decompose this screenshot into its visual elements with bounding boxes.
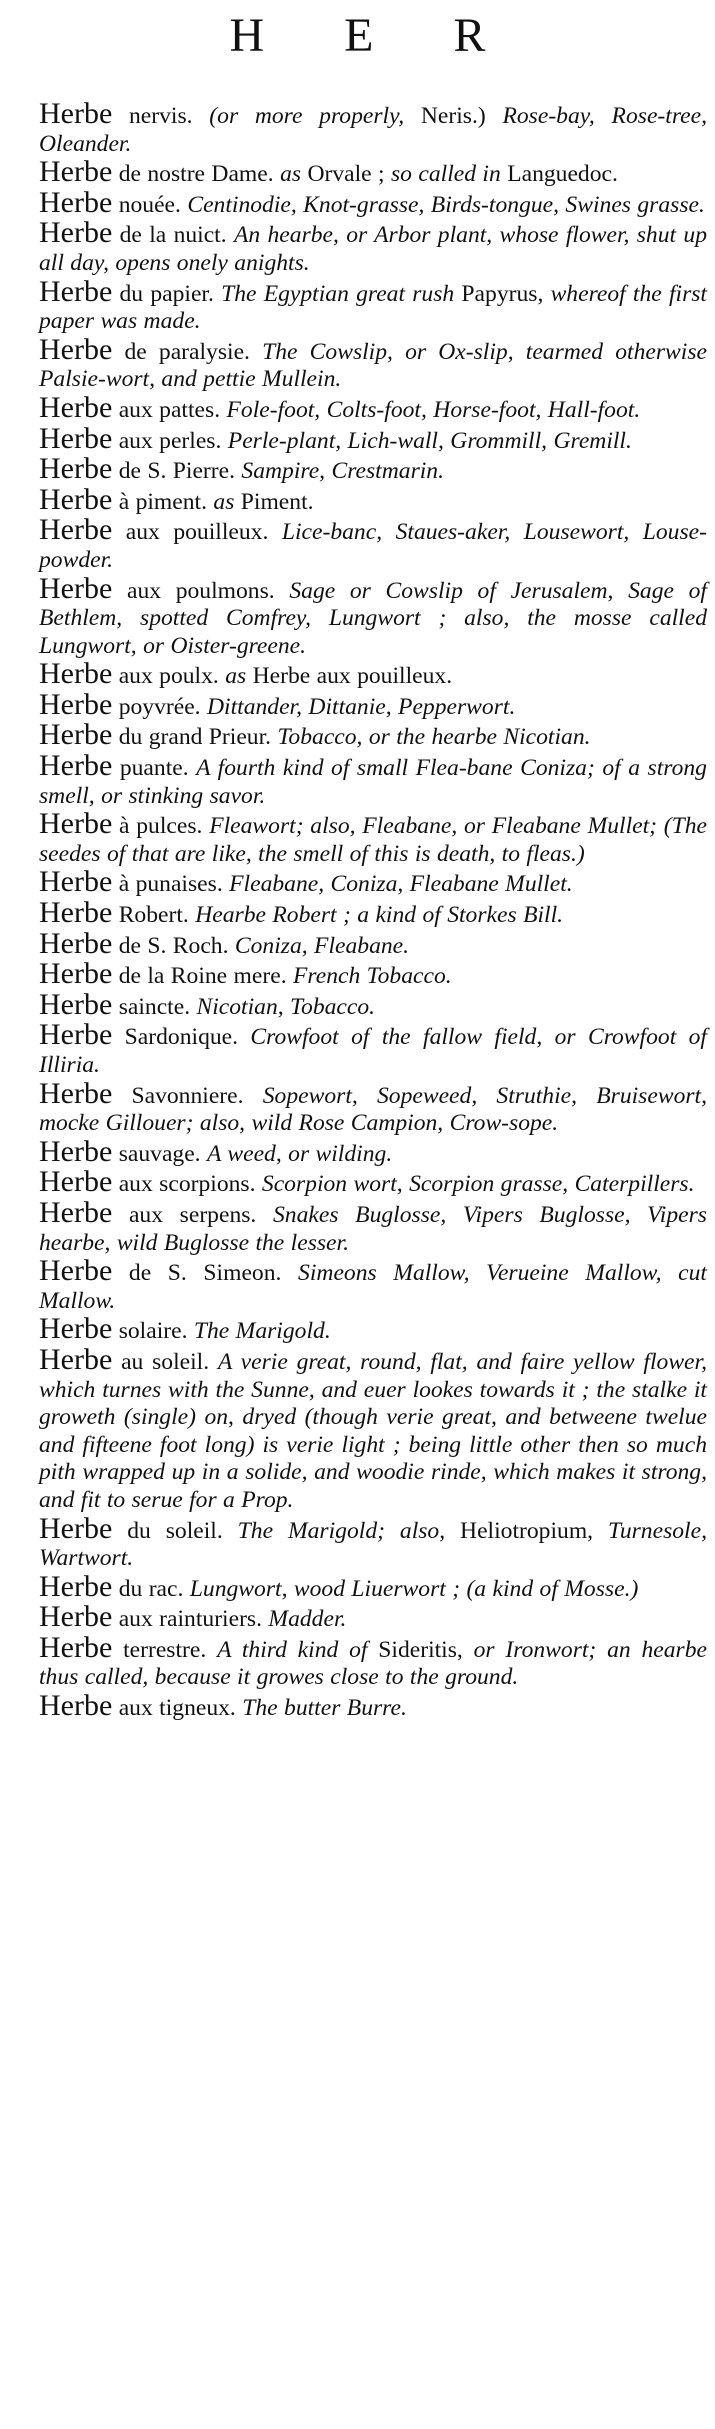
dictionary-entry: [39, 1689, 707, 1723]
entry-headword: Herbe: [39, 482, 113, 516]
dictionary-entry: [39, 274, 707, 336]
entry-headword: Herbe: [39, 1018, 113, 1052]
dictionary-entry: [39, 332, 707, 394]
dictionary-entry: [39, 987, 707, 1022]
dictionary-entry: [39, 1195, 707, 1257]
entry-headword: Herbe: [39, 1630, 113, 1664]
entry-term: de nostre Dame.: [112, 161, 281, 188]
dictionary-entry: [39, 1630, 708, 1692]
dictionary-entry: [39, 957, 707, 991]
dictionary-entry: [39, 1076, 708, 1138]
entry-headword: Herbe: [39, 1569, 113, 1603]
dictionary-entry: [39, 513, 707, 574]
entry-term: de la nuict.: [112, 222, 234, 249]
entry-term: à piment.: [112, 488, 214, 515]
dictionary-entry: [39, 1569, 707, 1604]
dictionary-entry: [39, 1018, 707, 1079]
entry-headword: Herbe: [39, 657, 113, 691]
dictionary-entry: [39, 1165, 707, 1199]
entry-definition-continued: Turnesole, Wartwort.: [39, 1517, 707, 1572]
entry-term: de S. Simeon.: [112, 1260, 299, 1287]
entry-term: sauvage.: [112, 1140, 207, 1167]
dictionary-entry: [39, 807, 708, 868]
entry-definition: Snakes Buglosse, Vipers Buglosse, Vipers hearbe, wild Buglosse the lesser.: [39, 1201, 707, 1256]
entry-headword: Herbe: [39, 332, 113, 366]
dictionary-entry: [39, 155, 707, 189]
dictionary-entries: [39, 97, 708, 1723]
entry-definition-continued: so called in: [391, 161, 508, 188]
entry-definition: Centinodie, Knot-grasse, Birds-tongue, Swines grasse.: [187, 191, 705, 218]
entry-term: au soleil.: [112, 1348, 218, 1375]
entry-term: solaire.: [112, 1318, 194, 1345]
entry-headword: Herbe: [39, 1165, 113, 1199]
entry-definition: The Egyptian great rush: [221, 280, 462, 307]
entry-headword: Herbe: [39, 216, 113, 250]
entry-headword: Herbe: [39, 687, 113, 721]
entry-headword: Herbe: [39, 513, 113, 547]
dictionary-entry: [39, 97, 707, 158]
entry-headword: Herbe: [39, 571, 113, 605]
entry-term: aux pouilleux.: [112, 519, 282, 546]
dictionary-entry: [39, 1342, 707, 1515]
dictionary-entry: [39, 1134, 707, 1169]
dictionary-entry: [39, 687, 707, 722]
entry-term: puante.: [112, 755, 197, 782]
entry-term: du rac.: [112, 1575, 190, 1602]
entry-term: aux tigneux.: [112, 1695, 243, 1722]
entry-term: terrestre.: [112, 1636, 218, 1663]
entry-headword: Herbe: [39, 1076, 113, 1110]
entry-term: à pulces.: [112, 813, 210, 840]
entry-headword: Herbe: [39, 97, 113, 130]
entry-definition: Tobacco, or the hearbe Nicotian.: [277, 724, 591, 751]
entry-headword: Herbe: [39, 1254, 113, 1288]
dictionary-entry: [39, 1600, 707, 1634]
entry-term: à punaises.: [112, 871, 230, 898]
entry-headword: Herbe: [39, 1342, 113, 1376]
entry-term: aux serpens.: [112, 1201, 273, 1228]
dictionary-entry: [39, 482, 707, 517]
entry-definition: Sopewort, Sopeweed, Struthie, Bruisewort, mocke Gillouer; also, wild Rose Campion, Crow-sope.: [39, 1082, 708, 1137]
dictionary-entry: [39, 926, 707, 961]
entry-headword: Herbe: [39, 1689, 113, 1723]
entry-note: Neris.): [420, 103, 503, 129]
entry-definition: Hearbe Robert ; a kind of Storkes Bill.: [195, 902, 564, 929]
dictionary-entry: [39, 896, 707, 930]
entry-definition: Fleawort; also, Fleabane, or Fleabane Mullet; (The seedes of that are like, the smell of this is death, to fleas.): [39, 813, 708, 867]
entry-definition: French Tobacco.: [293, 963, 452, 990]
entry-headword: Herbe: [39, 1134, 113, 1168]
entry-headword: Herbe: [39, 1511, 113, 1545]
entry-term: Sardonique.: [112, 1024, 251, 1051]
entry-definition: Scorpion wort, Scorpion grasse, Caterpillers.: [261, 1171, 695, 1198]
entry-term: du soleil.: [112, 1517, 238, 1544]
dictionary-entry: [39, 865, 707, 899]
dictionary-entry: [39, 452, 707, 486]
entry-definition: Crowfoot of the fallow field, or Crowfoot of Illiria.: [39, 1024, 707, 1078]
page-header: H E R: [229, 9, 520, 62]
entry-definition: Lungwort, wood Liuerwort ; (a kind of Mosse.): [189, 1575, 639, 1602]
dictionary-entry: [39, 1254, 707, 1315]
entry-headword: Herbe: [39, 718, 113, 752]
entry-note: Heliotropium,: [460, 1517, 608, 1544]
entry-term: Savonniere.: [112, 1082, 263, 1109]
entry-note: Sideritis,: [378, 1636, 474, 1663]
entry-definition: Sampire, Crestmarin.: [241, 458, 445, 485]
entry-term: nervis.: [112, 103, 210, 129]
entry-term: Robert.: [112, 902, 196, 929]
entry-headword: Herbe: [39, 987, 113, 1021]
entry-headword: Herbe: [39, 749, 113, 783]
entry-definition: Sage or Cowslip of Jerusalem, Sage of Bethlem, spotted Comfrey, Lungwort ; also, the mosse called Lungwort, or Oister-greene.: [39, 577, 707, 659]
entry-term: aux scorpions.: [112, 1171, 262, 1198]
entry-definition: Dittander, Dittanie, Pepperwort.: [206, 693, 516, 720]
entry-headword: Herbe: [39, 807, 113, 841]
entry-definition: The Cowslip, or Ox-slip, tearmed otherwise Palsie-wort, and pettie Mullein.: [39, 338, 707, 393]
entry-definition-continued: or Ironwort; an hearbe thus called, because it growes close to the ground.: [39, 1636, 708, 1691]
entry-definition: Lice-banc, Staues-aker, Lousewort, Louse-powder.: [39, 519, 707, 573]
entry-headword: Herbe: [39, 865, 113, 899]
entry-definition-continued: Rose-bay, Rose-tree, Oleander.: [39, 103, 707, 157]
entry-definition: Fole-foot, Colts-foot, Horse-foot, Hall-foot.: [226, 396, 641, 423]
entry-headword: Herbe: [39, 1312, 113, 1346]
entry-term: aux poulmons.: [112, 577, 290, 604]
entry-headword: Herbe: [39, 926, 113, 960]
entry-definition: An hearbe, or Arbor plant, whose flower, shut up all day, opens onely anights.: [39, 222, 707, 276]
entry-definition: as: [280, 161, 308, 188]
entry-headword: Herbe: [39, 274, 113, 308]
dictionary-entry: [39, 718, 707, 752]
dictionary-entry: [39, 390, 707, 425]
dictionary-entry: [39, 749, 707, 810]
dictionary-entry: [39, 216, 707, 277]
entry-definition: Perle-plant, Lich-wall, Grommill, Gremill.: [227, 427, 632, 454]
entry-headword: Herbe: [39, 1195, 113, 1229]
entry-term: de paralysie.: [112, 338, 263, 365]
dictionary-entry: [39, 421, 707, 456]
entry-term: aux poulx.: [112, 663, 226, 690]
entry-definition: The Marigold.: [193, 1318, 331, 1345]
entry-definition: A third kind of: [217, 1636, 379, 1663]
entry-definition: (or more properly,: [209, 103, 421, 129]
entry-definition: The Marigold; also,: [237, 1517, 461, 1544]
entry-term: du grand Prieur.: [112, 724, 278, 751]
entry-definition: A fourth kind of small Flea-bane Coniza; of a strong smell, or stinking savor.: [39, 755, 707, 809]
dictionary-entry: [39, 185, 707, 220]
entry-definition: A verie great, round, flat, and faire yellow flower, which turnes with the Sunne, and euer lookes towards it ; the stalke it groweth (single) on, dryed (though verie great, and betweene twelue and fifteene foot long) is verie light ; being little other then so much pith wrapped up in a solide, and woodie rinde, which makes it strong, and fit to serue for a Prop.: [39, 1348, 707, 1513]
entry-term: de la Roine mere.: [112, 963, 293, 990]
entry-note: Herbe aux pouilleux.: [252, 663, 453, 690]
entry-definition: A weed, or wilding.: [206, 1140, 393, 1167]
entry-term: saincte.: [112, 993, 197, 1020]
entry-tail: Languedoc.: [507, 161, 618, 188]
entry-note: Papyrus,: [461, 280, 551, 307]
entry-headword: Herbe: [39, 452, 113, 486]
entry-definition: Coniza, Fleabane.: [234, 932, 410, 959]
entry-definition: as: [225, 663, 253, 690]
entry-term: du papier.: [112, 280, 222, 307]
entry-definition: Madder.: [268, 1606, 347, 1633]
entry-definition: Nicotian, Tobacco.: [196, 993, 376, 1020]
dictionary-entry: [39, 657, 707, 691]
dictionary-entry: [39, 571, 707, 661]
entry-term: de S. Pierre.: [112, 458, 242, 485]
entry-term: aux rainturiers.: [112, 1606, 269, 1633]
entry-headword: Herbe: [39, 390, 113, 424]
entry-term: nouée.: [112, 191, 188, 218]
entry-definition: Simeons Mallow, Verueine Mallow, cut Mallow.: [39, 1260, 707, 1314]
entry-headword: Herbe: [39, 155, 113, 189]
entry-headword: Herbe: [39, 1600, 113, 1634]
entry-headword: Herbe: [39, 896, 113, 930]
entry-headword: Herbe: [39, 421, 113, 455]
entry-definition: Fleabane, Coniza, Fleabane Mullet.: [229, 871, 573, 898]
entry-term: poyvrée.: [112, 693, 207, 720]
entry-definition: The butter Burre.: [242, 1695, 407, 1722]
entry-term: de S. Roch.: [112, 932, 235, 959]
entry-term: aux pattes.: [112, 396, 227, 423]
entry-headword: Herbe: [39, 957, 113, 991]
entry-headword: Herbe: [39, 185, 113, 219]
entry-note: Orvale ;: [307, 161, 391, 188]
entry-term: aux perles.: [112, 427, 228, 454]
dictionary-entry: [39, 1511, 707, 1573]
entry-definition-continued: whereof the first paper was made.: [39, 280, 707, 335]
entry-note: Piment.: [240, 488, 314, 515]
dictionary-entry: [39, 1312, 707, 1346]
entry-definition: as: [213, 488, 241, 515]
